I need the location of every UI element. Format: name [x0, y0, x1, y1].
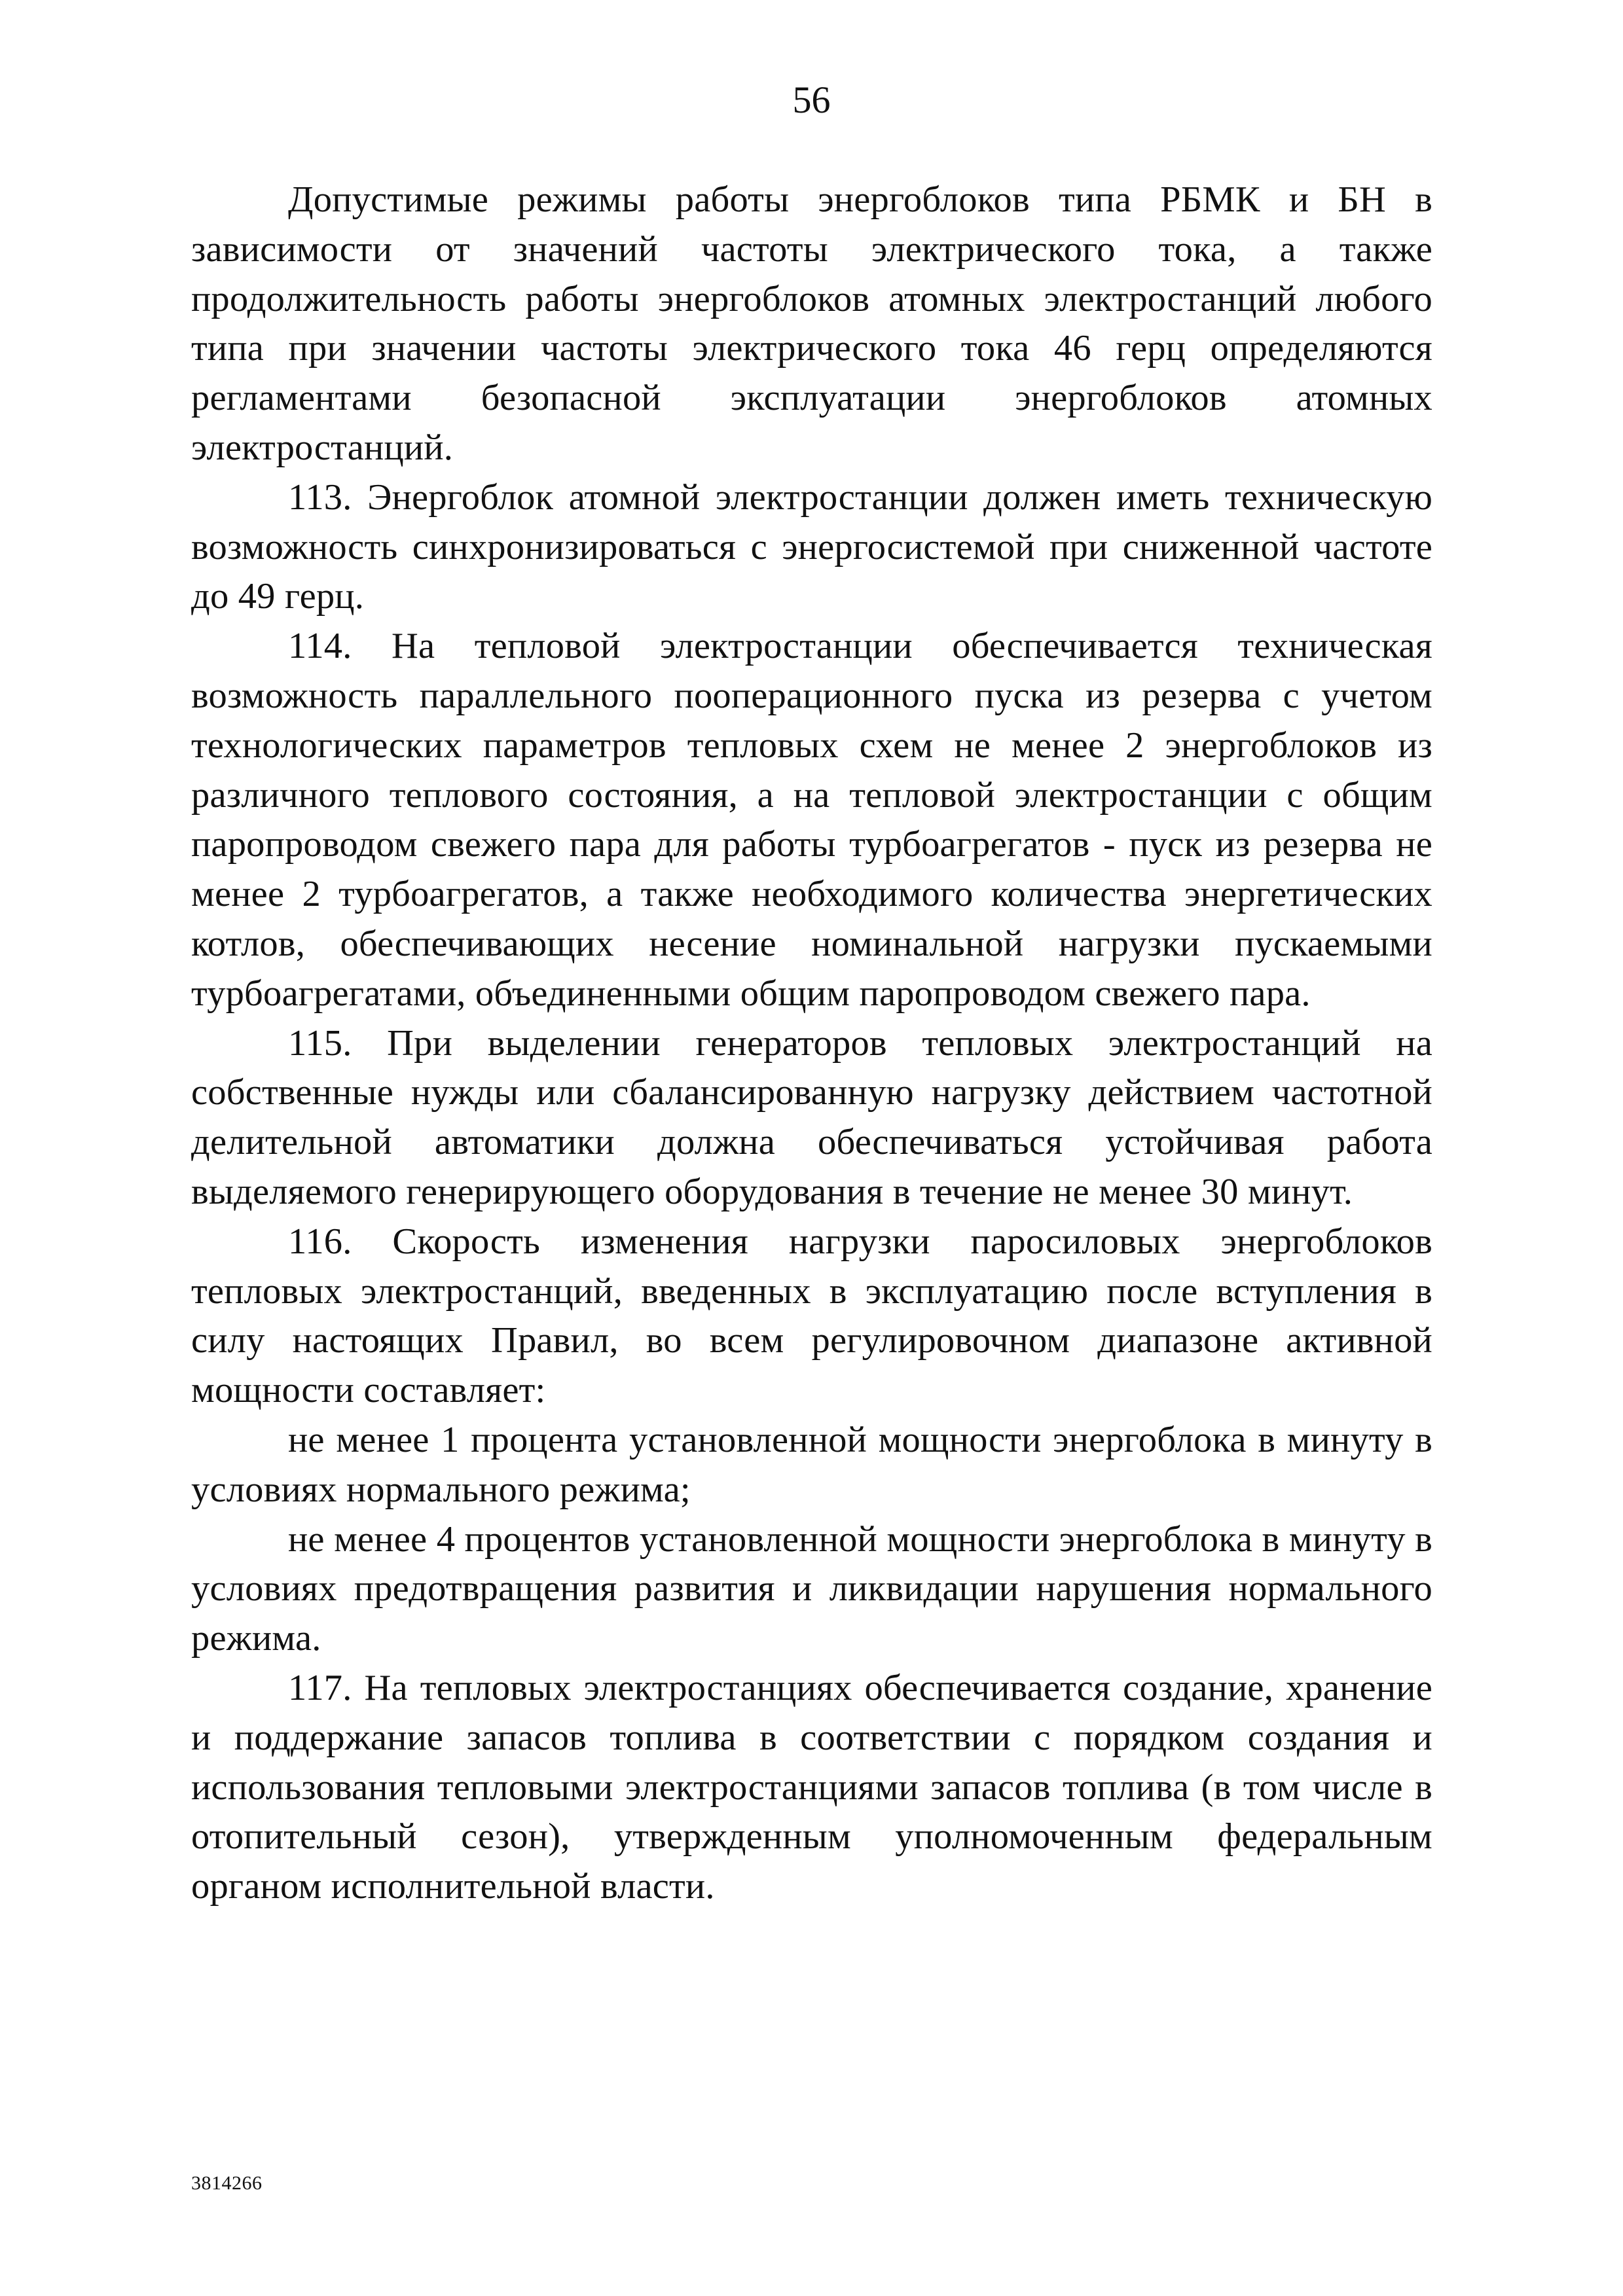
paragraph-116-item-1: не менее 1 процента установленной мощности энергоблока в минуту в условиях нормального режима; [191, 1419, 1432, 1510]
paragraph-116: 116. Скорость изменения нагрузки паросиловых энергоблоков тепловых электростанций, введенных в эксплуатацию после вступления в силу настоящих Правил, во всем регулировочном диапазоне активной мощности составляет: [191, 1221, 1432, 1411]
paragraph-allowed-modes: Допустимые режимы работы энергоблоков типа РБМК и БН в зависимости от значений частоты электрического тока, а также продолжительность работы энергоблоков атомных электростанций любого типа при значении частоты электрического тока 46 герц определяются регламентами безопасной эксплуатации энергоблоков атомных электростанций. [191, 179, 1432, 468]
paragraph-115: 115. При выделении генераторов тепловых электростанций на собственные нужды или сбалансированную нагрузку действием частотной делительной автоматики должна обеспечиваться устойчивая работа выделяемого генерирующего оборудования в течение не менее 30 минут. [191, 1022, 1432, 1212]
document-code: 3814266 [191, 2172, 263, 2194]
paragraph-114: 114. На тепловой электростанции обеспечивается техническая возможность параллельного пооперационного пуска из резерва с учетом технологических параметров тепловых схем не менее 2 энергоблоков из различного теплового состояния, а на тепловой электростанции с общим паропроводом свежего пара для работы турбоагрегатов - пуск из резерва не менее 2 турбоагрегатов, а также необходимого количества энергетических котлов, обеспечивающих несение номинальной нагрузки пускаемыми турбоагрегатами, объединенными общим паропроводом свежего пара. [191, 626, 1432, 1014]
paragraph-116-item-2: не менее 4 процентов установленной мощности энергоблока в минуту в условиях предотвращения развития и ликвидации нарушения нормального режима. [191, 1518, 1432, 1659]
paragraph-117: 117. На тепловых электростанциях обеспечивается создание, хранение и поддержание запасов топлива в соответствии с порядком создания и использования тепловыми электростанциями запасов топлива (в том числе в отопительный сезон), утвержденным уполномоченным федеральным органом исполнительной власти. [191, 1667, 1432, 1907]
page-number: 56 [792, 79, 831, 121]
document-body [191, 175, 1432, 1912]
paragraph-113: 113. Энергоблок атомной электростанции должен иметь техническую возможность синхронизироваться с энергосистемой при сниженной частоте до 49 герц. [191, 476, 1432, 617]
